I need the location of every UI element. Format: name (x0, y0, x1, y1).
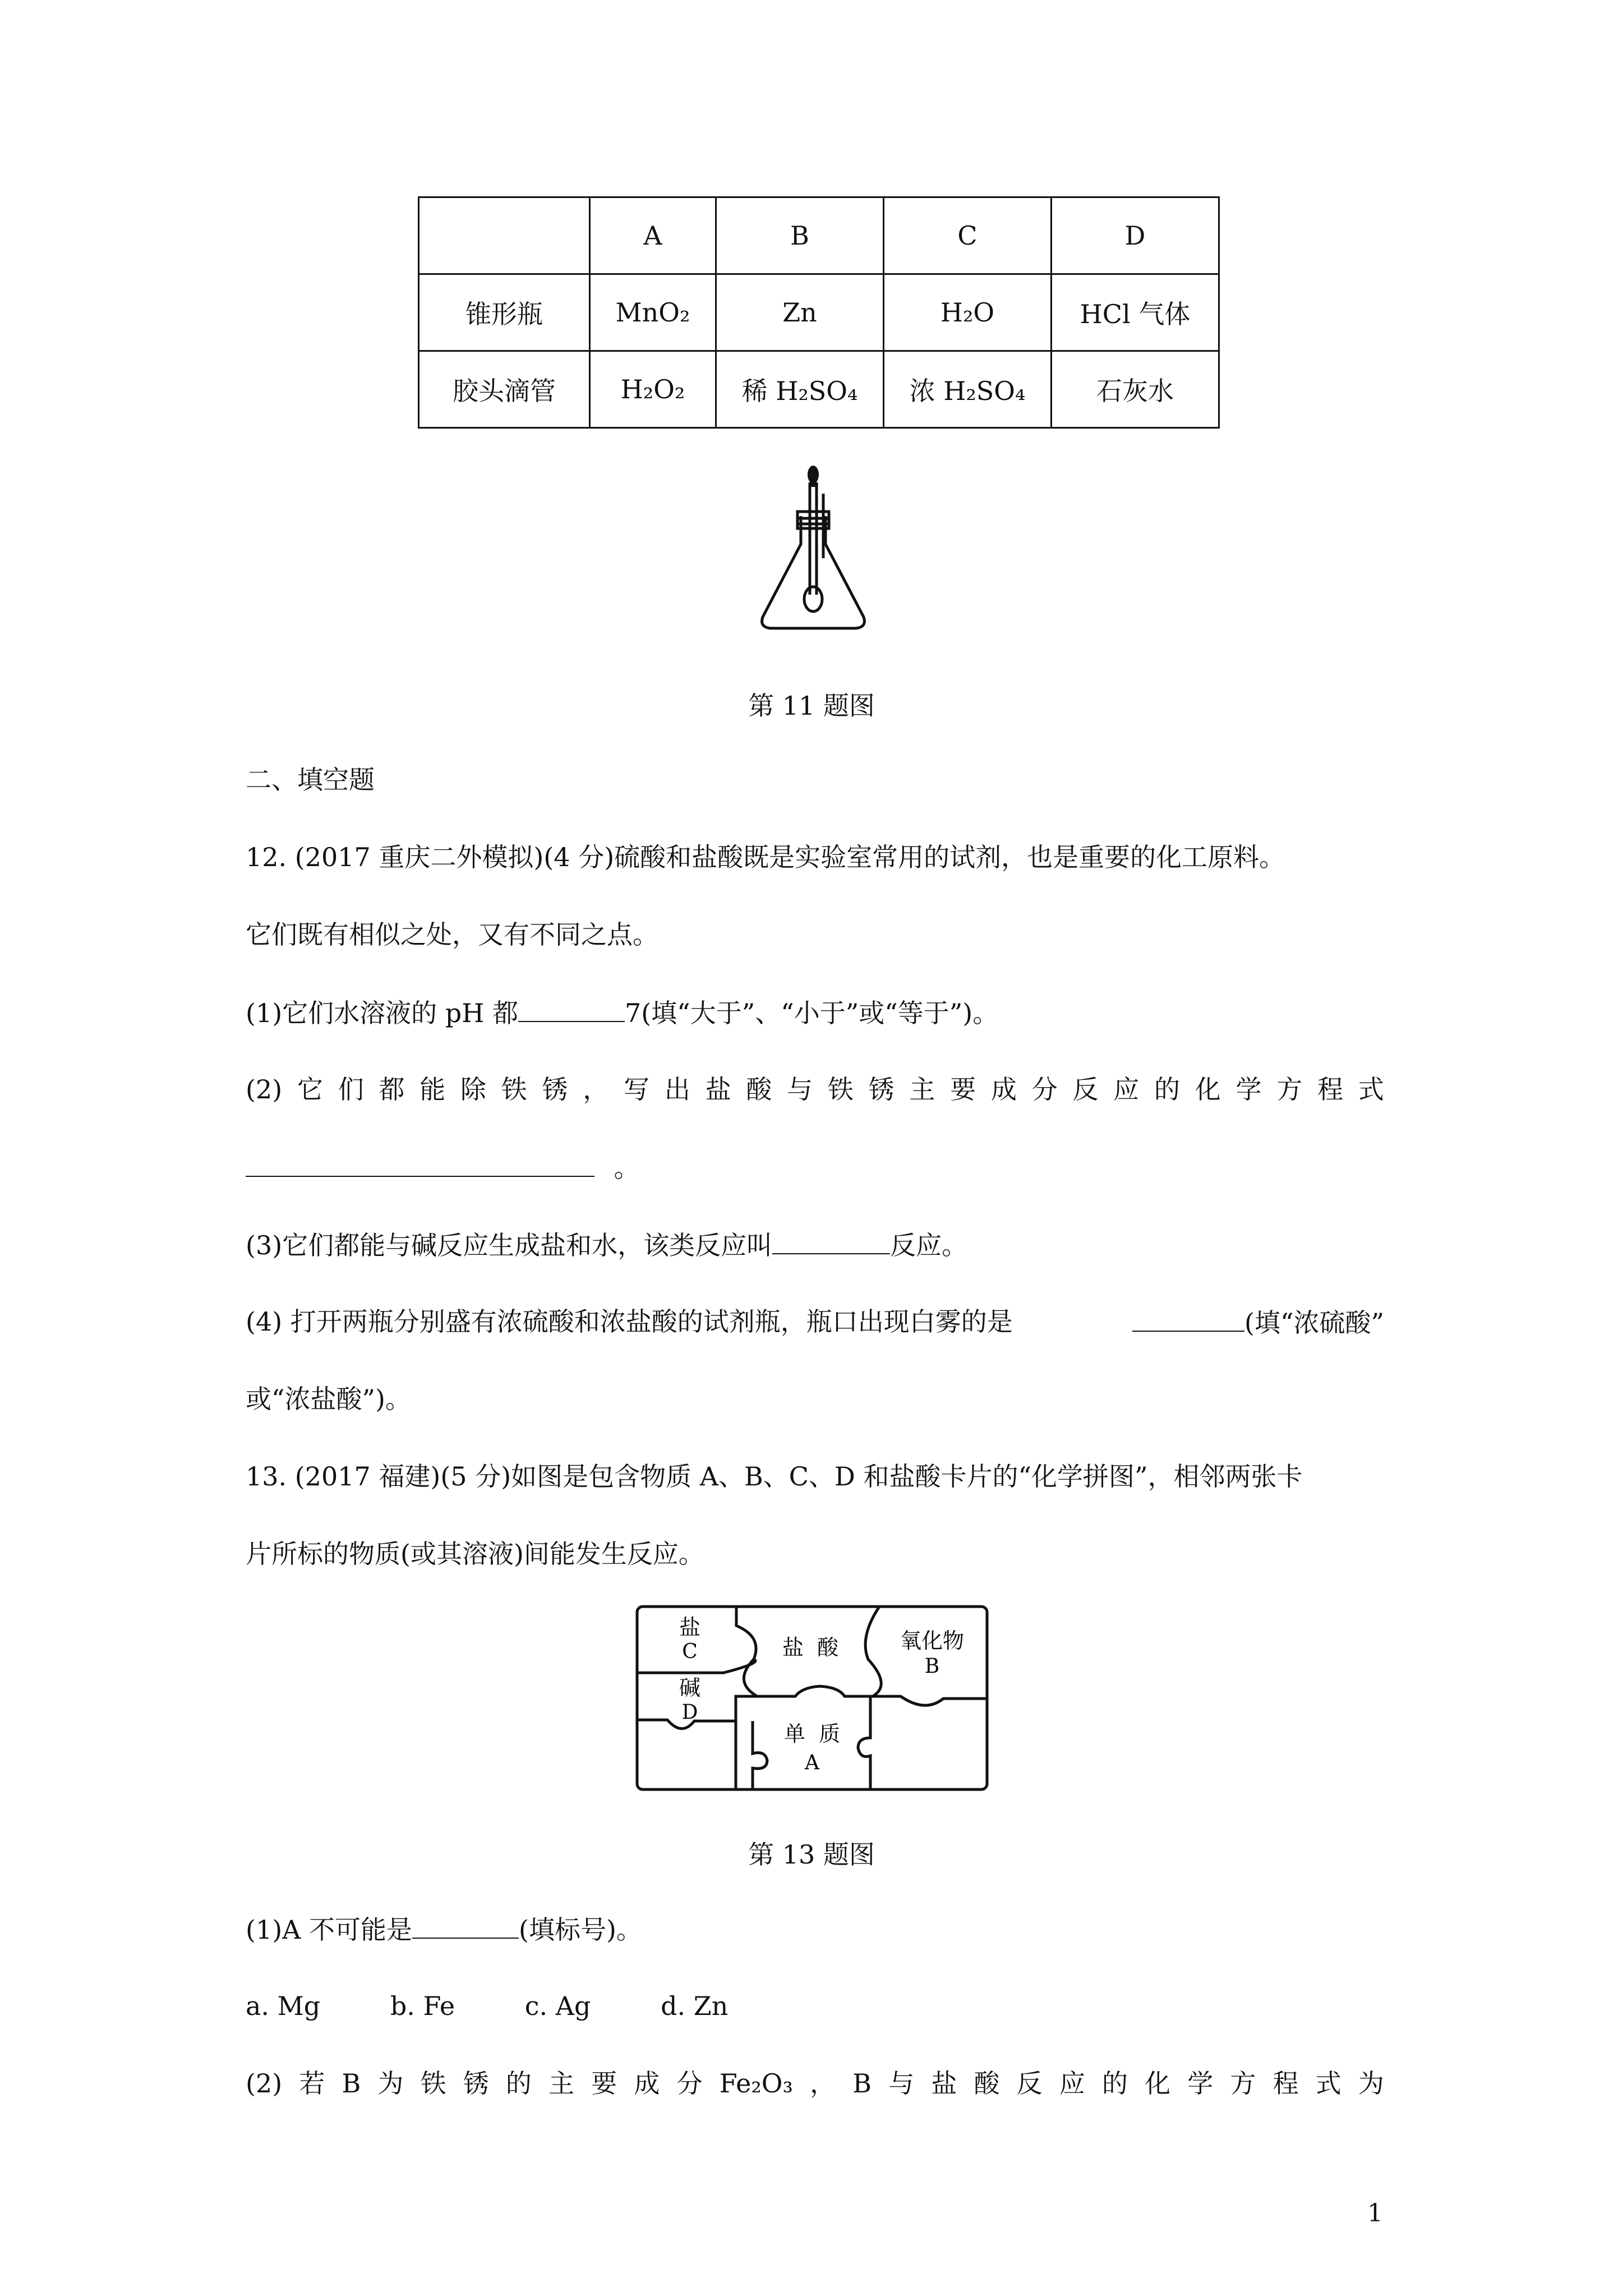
puzzle-oxide-letter: B (924, 1655, 940, 1678)
puzzle-element-label: 单 质 (783, 1722, 841, 1746)
question-13-options (246, 1989, 728, 2023)
table-cell: H₂O₂ (590, 351, 716, 428)
answer-blank[interactable] (518, 995, 625, 1022)
text-char: 它 (297, 1074, 323, 1105)
text-char: 分 (1031, 1074, 1058, 1105)
puzzle-salt-label: 盐 (679, 1615, 701, 1640)
text-char: 铁 (827, 1074, 854, 1105)
text-char: 式 (1358, 1074, 1384, 1105)
answer-blank[interactable] (772, 1227, 890, 1254)
text-char: 能 (419, 1074, 446, 1105)
text-char: 化 (1195, 1074, 1221, 1105)
text-char: (2) (246, 1074, 283, 1105)
puzzle-element-letter: A (805, 1751, 819, 1774)
text-char: 方 (1230, 2068, 1256, 2099)
text-char: 式 (1315, 2068, 1341, 2099)
page-number: 1 (1367, 2199, 1383, 2228)
flask-with-dropper-diagram (751, 460, 875, 634)
text-char: 盐 (705, 1074, 731, 1105)
option-d: d. Zn (661, 1991, 728, 2021)
question-12-stem: 12. (2017 重庆二外模拟)(4 分)硫酸和盐酸既是实验室常用的试剂，也是重要的化工原料。 (246, 842, 1285, 872)
text-char: 写 (624, 1074, 650, 1105)
answer-blank[interactable] (412, 1912, 519, 1939)
text-char: 的 (1154, 1074, 1181, 1105)
text-char: 为 (377, 2068, 404, 2099)
table-header-cell: D (1052, 197, 1219, 274)
table-header-cell: B (716, 197, 884, 274)
text-char: 方 (1276, 1074, 1303, 1105)
question-12-part-4-cont: 或“浓盐酸”)。 (246, 1384, 411, 1414)
text-char: 主 (548, 2068, 575, 2099)
question-13-part-1: (1)A 不可能是 (填标号)。 (246, 1912, 642, 1947)
text-char: 锈 (542, 1074, 568, 1105)
text-char: (2) (246, 2068, 283, 2099)
text-char: 反 (1072, 1074, 1099, 1105)
text-char: 程 (1272, 2068, 1299, 2099)
text-char: 成 (634, 2068, 660, 2099)
text-char: 锈 (868, 1074, 895, 1105)
text-char: 要 (591, 2068, 617, 2099)
table-header-cell (419, 197, 590, 274)
text-char: 酸 (746, 1074, 772, 1105)
text-char: 与 (787, 1074, 813, 1105)
puzzle-oxide-label: 氧化物 (900, 1628, 965, 1653)
chemistry-puzzle-diagram (634, 1603, 993, 1794)
text-char: 要 (950, 1074, 976, 1105)
text-char: 学 (1235, 1074, 1262, 1105)
section-heading: 二、填空题 (246, 765, 375, 795)
answer-blank[interactable] (1132, 1305, 1244, 1332)
text-char: 的 (505, 2068, 532, 2099)
table-header-cell: C (884, 197, 1052, 274)
row-label: 胶头滴管 (419, 351, 590, 428)
text-char: B (342, 2068, 361, 2099)
text-char: 锈 (463, 2068, 489, 2099)
question-12-part-1: (1)它们水溶液的 pH 都 7(填“大于”、“小于”或“等于”)。 (246, 995, 998, 1030)
table-row (419, 351, 1219, 428)
option-a: a. Mg (246, 1991, 321, 2021)
text-char: 若 (299, 2068, 325, 2099)
text-char: 除 (460, 1074, 486, 1105)
puzzle-base-letter: D (681, 1701, 698, 1724)
table-cell: 稀 H₂SO₄ (716, 351, 884, 428)
option-c: c. Ag (524, 1991, 591, 2021)
text-char: 们 (338, 1074, 364, 1105)
text-char: 主 (909, 1074, 935, 1105)
figure-caption: 第 13 题图 (748, 1839, 875, 1870)
question-13-stem-cont: 片所标的物质(或其溶液)间能发生反应。 (246, 1539, 704, 1569)
text-char: 都 (379, 1074, 405, 1105)
question-12-stem-cont: 它们既有相似之处，又有不同之点。 (246, 919, 658, 950)
table-cell: Zn (716, 274, 884, 351)
question-12-part-4: (4) 打开两瓶分别盛有浓硫酸和浓盐酸的试剂瓶，瓶口出现白雾的是 (填“浓硫酸” (246, 1305, 1384, 1340)
answer-blank[interactable] (246, 1150, 594, 1177)
table-header-row (419, 197, 1219, 274)
text-char: 应 (1059, 2068, 1085, 2099)
table-cell: MnO₂ (590, 274, 716, 351)
text-char: 铁 (420, 2068, 446, 2099)
puzzle-salt-letter: C (682, 1640, 698, 1663)
text-char: 为 (1358, 2068, 1384, 2099)
text-char: 程 (1317, 1074, 1344, 1105)
text-char: 出 (664, 1074, 690, 1105)
text-char: 学 (1187, 2068, 1214, 2099)
question-12-part-3: (3)它们都能与碱反应生成盐和水，该类反应叫 反应。 (246, 1227, 967, 1262)
figure-caption: 第 11 题图 (748, 691, 875, 721)
text-char: 应 (1113, 1074, 1140, 1105)
text-char: ， (810, 2068, 836, 2099)
option-b: b. Fe (390, 1991, 455, 2021)
text-char: Fe₂O₃ (719, 2068, 793, 2099)
row-label: 锥形瓶 (419, 274, 590, 351)
table-cell: HCl 气体 (1052, 274, 1219, 351)
reagent-table (418, 196, 1220, 429)
text-char: 酸 (974, 2068, 1000, 2099)
table-cell: H₂O (884, 274, 1052, 351)
text-char: 的 (1101, 2068, 1128, 2099)
text-char: 铁 (501, 1074, 527, 1105)
puzzle-base-label: 碱 (679, 1676, 701, 1700)
question-12-part-2 (246, 1073, 1384, 1106)
text-char: 成 (990, 1074, 1017, 1105)
table-header-cell: A (590, 197, 716, 274)
question-13-part-2 (246, 2067, 1384, 2100)
text-char: 与 (888, 2068, 915, 2099)
table-row (419, 274, 1219, 351)
text-char: 分 (676, 2068, 703, 2099)
text-char: 盐 (931, 2068, 957, 2099)
question-13-stem: 13. (2017 福建)(5 分)如图是包含物质 A、B、C、D 和盐酸卡片的“化学拼图”，相邻两张卡 (246, 1461, 1303, 1492)
text-char: B (852, 2068, 872, 2099)
puzzle-acid-label: 盐 酸 (782, 1635, 839, 1660)
table-cell: 石灰水 (1052, 351, 1219, 428)
text-char: 反 (1016, 2068, 1043, 2099)
text-char: ， (583, 1074, 609, 1105)
question-12-part-2-answer: 。 (246, 1150, 640, 1185)
table-cell: 浓 H₂SO₄ (884, 351, 1052, 428)
text-char: 化 (1145, 2068, 1171, 2099)
